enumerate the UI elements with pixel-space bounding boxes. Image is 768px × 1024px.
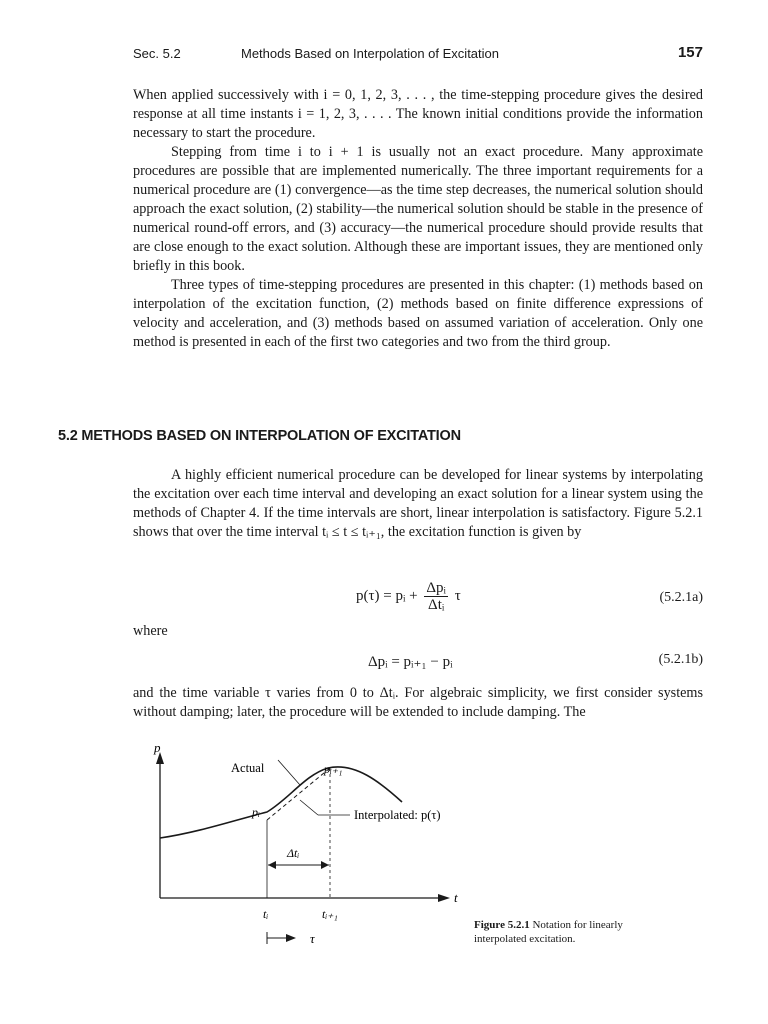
dt-left-arrow-icon <box>268 861 276 869</box>
figure-number: Figure 5.2.1 <box>474 919 530 931</box>
header-section: Sec. 5.2 <box>133 46 181 61</box>
dt-label: Δtᵢ <box>287 846 300 860</box>
t-i-label: tᵢ <box>263 907 269 921</box>
equation-5-2-1a <box>356 580 461 613</box>
interp-leader <box>300 800 318 815</box>
eq-frac-num: Δpᵢ <box>426 580 446 596</box>
y-axis-label: p <box>154 740 161 755</box>
paragraph: When applied successively with i = 0, 1, 2, 3, . . . , the time-stepping procedure gives the desired response at all time instants i = 1, 2, 3, . . . . The known initial conditions provide the information necessary to start the procedure. <box>133 87 703 141</box>
paragraph: Three types of time-stepping procedures are presented in this chapter: (1) methods based on interpolation of the excitation function, (2) methods based on finite difference expressions of velocity and acceleration, and (3) methods based on assumed variation of acceleration. Only one method is presented in each of the first two categories and two from the third group. <box>133 277 703 350</box>
page-number: 157 <box>677 44 703 61</box>
section-body <box>133 466 703 542</box>
equation-number: (5.2.1b) <box>658 652 703 667</box>
header-title: Methods Based on Interpolation of Excitation <box>241 46 499 61</box>
continuation-text <box>133 684 703 722</box>
x-axis-arrow-icon <box>438 894 450 902</box>
t-next-label: tᵢ₊₁ <box>322 907 338 921</box>
where-text: where <box>133 623 168 639</box>
actual-curve <box>160 767 402 838</box>
interpolated-label: Interpolated: p(τ) <box>354 808 441 822</box>
interpolated-line <box>267 768 330 820</box>
tau-arrow-icon <box>286 934 296 942</box>
actual-leader <box>278 760 300 785</box>
intro-text <box>133 86 703 352</box>
eq-frac-den: Δtᵢ <box>428 597 445 613</box>
dt-right-arrow-icon <box>321 861 329 869</box>
figure-5-2-1 <box>140 740 480 970</box>
figure-caption <box>474 918 674 946</box>
paragraph: A highly efficient numerical procedure can be developed for linear systems by interpolating the excitation over each time interval and developing an exact solution for a linear system using the methods of Chapter 4. If the time intervals are short, linear interpolation is satisfactory. Figure 5.2.1 shows that over the time interval tᵢ ≤ t ≤ tᵢ₊₁, the excitation function is given by <box>133 467 703 540</box>
paragraph: and the time variable τ varies from 0 to Δtᵢ. For algebraic simplicity, we first consider systems without damping; later, the procedure will be extended to include damping. The <box>133 685 703 720</box>
eq-fraction <box>424 580 448 613</box>
section-heading: 5.2 METHODS BASED ON INTERPOLATION OF EXCITATION <box>58 428 461 444</box>
paragraph: Stepping from time i to i + 1 is usually not an exact procedure. Many approximate procedures are possible that are implemented numerically. The three important requirements for a numerical procedure are (1) convergence—as the time step decreases, the numerical solution should approach the exact solution, (2) stability—the numerical solution should be stable in the presence of numerical round-off errors, and (3) accuracy—the numerical procedure should provide results that are close enough to the exact solution. Although these are important issues, they are mentioned only briefly in this book. <box>133 144 703 274</box>
equation-number: (5.2.1a) <box>659 590 703 605</box>
x-axis-label: t <box>454 890 458 905</box>
actual-label: Actual <box>231 761 265 775</box>
eq-lhs: p(τ) = pᵢ + <box>356 587 418 604</box>
p-next-label: pᵢ₊₁ <box>324 762 343 776</box>
caption-text: Notation for linearly interpolated excitation. <box>474 919 623 945</box>
tau-label: τ <box>310 931 315 946</box>
eq-rhs: τ <box>454 587 461 604</box>
equation-5-2-1b: Δpᵢ = pᵢ₊₁ − pᵢ <box>368 654 453 670</box>
running-header <box>133 44 703 66</box>
p-i-label: pᵢ <box>252 805 260 819</box>
